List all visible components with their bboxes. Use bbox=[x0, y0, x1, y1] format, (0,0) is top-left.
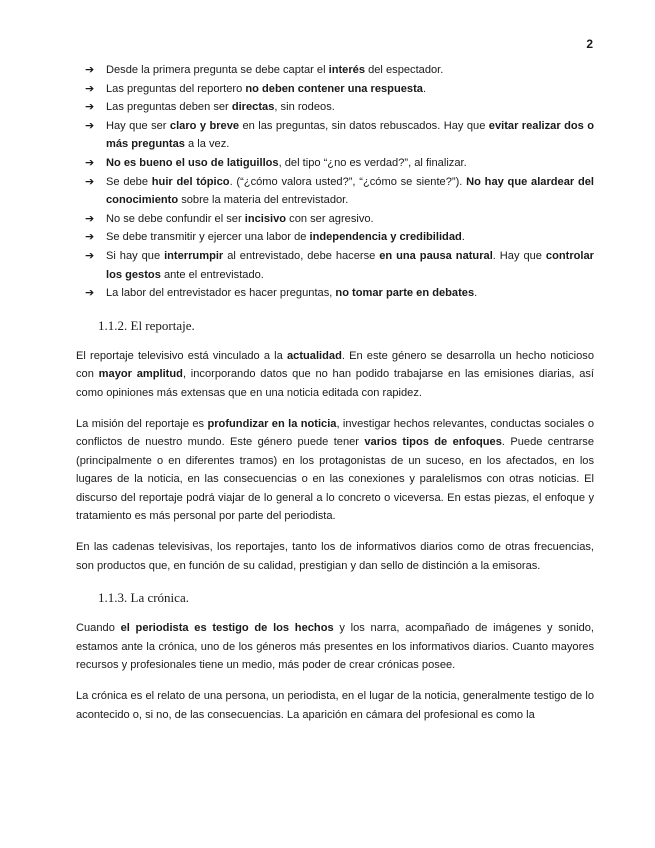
arrow-right-icon: ➔ bbox=[85, 249, 95, 262]
list-item bbox=[76, 80, 594, 99]
bold-text-run: interés bbox=[328, 64, 366, 76]
bold-text-run: incisivo bbox=[244, 212, 287, 225]
bold-text-run: No hay que alardear del conocimiento bbox=[106, 175, 594, 207]
text-run: a la vez. bbox=[184, 138, 230, 151]
text-run: , incorporando datos que no han podido trabajarse en las emisiones diarias, así como opiniones más extensas que en una noticia editada con rapidez. bbox=[76, 368, 595, 399]
bold-text-run: varios tipos de enfoques bbox=[364, 436, 502, 449]
bold-text-run: independencia y credibilidad bbox=[309, 231, 462, 244]
list-item bbox=[76, 173, 594, 210]
section-heading-cronica: 1.1.3. La crónica. bbox=[98, 590, 189, 606]
bold-text-run: en una pausa natural bbox=[379, 249, 493, 262]
paragraph bbox=[76, 687, 594, 724]
cronica-body bbox=[76, 619, 594, 724]
list-item bbox=[76, 117, 594, 154]
arrow-right-icon: ➔ bbox=[85, 231, 95, 244]
arrow-right-icon: ➔ bbox=[85, 156, 95, 169]
list-item bbox=[76, 228, 594, 247]
text-run: al entrevistado, debe hacerse bbox=[223, 249, 380, 262]
text-run: El reportaje televisivo está vinculado a la bbox=[76, 349, 287, 362]
arrow-right-icon: ➔ bbox=[85, 82, 95, 95]
arrow-right-icon: ➔ bbox=[85, 119, 95, 132]
text-run: Desde la primera pregunta se debe captar el bbox=[106, 64, 329, 76]
bold-text-run: el periodista es testigo de los hechos bbox=[120, 622, 334, 635]
text-run: . En este género se desarrolla un hecho noticioso con bbox=[76, 349, 595, 381]
text-run: Cuando bbox=[76, 622, 121, 635]
paragraph bbox=[76, 415, 594, 527]
text-run: Si hay que bbox=[106, 249, 165, 262]
bold-text-run: directas bbox=[231, 101, 275, 114]
bold-text-run: actualidad bbox=[286, 349, 342, 362]
text-run: , del tipo “¿no es verdad?”, al finalizar. bbox=[278, 156, 467, 169]
bold-text-run: No es bueno el uso de latiguillos bbox=[106, 156, 279, 169]
arrow-right-icon: ➔ bbox=[85, 212, 95, 225]
arrow-right-icon: ➔ bbox=[85, 287, 95, 300]
interview-tips-list bbox=[76, 61, 594, 303]
text-run: Las preguntas deben ser bbox=[106, 101, 232, 114]
arrow-right-icon: ➔ bbox=[85, 64, 95, 76]
text-run: con ser agresivo. bbox=[286, 212, 374, 225]
text-run: Se debe transmitir y ejercer una labor de bbox=[106, 231, 310, 244]
bold-text-run: interrumpir bbox=[164, 249, 224, 262]
bold-text-run: no deben contener una respuesta bbox=[245, 82, 423, 95]
text-run: En las cadenas televisivas, los reportajes, tanto los de informativos diarios como de otras frecuencias, son productos que, en función de su calidad, prestigian y dan sello de distinción a la emisoras. bbox=[76, 541, 594, 572]
text-run: Las preguntas del reportero bbox=[106, 82, 246, 95]
page-content bbox=[76, 61, 594, 724]
text-run: . bbox=[422, 82, 427, 95]
list-item bbox=[76, 210, 594, 229]
bold-text-run: huir del tópico bbox=[151, 175, 230, 188]
text-run: y los narra, acompañado de imágenes y sonido, estamos ante la crónica, uno de los géneros más presentes en los informativos diarios. Cuanto mayores recursos y profesionales tiene un medio, más poder de crear crónicas posee. bbox=[76, 622, 594, 672]
text-run: ante el entrevistado. bbox=[160, 268, 264, 281]
paragraph bbox=[76, 538, 594, 575]
text-run: , sin rodeos. bbox=[274, 101, 335, 114]
list-item bbox=[76, 154, 594, 173]
arrow-right-icon: ➔ bbox=[85, 175, 95, 188]
text-run: . Hay que bbox=[492, 249, 546, 262]
text-run: , investigar hechos relevantes, conductas sociales o conflictos de nuestro mundo. Este género puede tener bbox=[76, 417, 594, 449]
bold-text-run: controlar los gestos bbox=[106, 249, 594, 281]
bold-text-run: claro y breve bbox=[169, 119, 240, 132]
list-item bbox=[76, 247, 594, 284]
text-run: No se debe confundir el ser bbox=[106, 212, 245, 225]
text-run: sobre la materia del entrevistador. bbox=[178, 194, 349, 207]
list-item bbox=[76, 98, 594, 117]
text-run: del espectador. bbox=[365, 64, 444, 76]
text-run: La crónica es el relato de una persona, un periodista, en el lugar de la noticia, generalmente testigo de lo acontecido o, si no, de las consecuencias. La aparición en cámara del profesional es como la bbox=[76, 690, 594, 721]
list-item bbox=[76, 61, 594, 80]
section-heading-reportaje: 1.1.2. El reportaje. bbox=[98, 317, 195, 333]
text-run: . bbox=[461, 231, 465, 244]
text-run: . bbox=[474, 287, 478, 300]
text-run: Se debe bbox=[106, 175, 152, 188]
text-run: Hay que ser bbox=[106, 119, 170, 132]
text-run: . (“¿cómo valora usted?”, “¿cómo se siente?”). bbox=[229, 175, 467, 188]
paragraph bbox=[76, 347, 594, 403]
bold-text-run: evitar realizar dos o más preguntas bbox=[106, 119, 594, 151]
page-number: 2 bbox=[586, 37, 593, 51]
text-run: . Puede centrarse (principalmente o en diferentes tramos) en los protagonistas de un suceso, en los afectados, en los lugares de la noticia, en las consecuencias o en las conexiones y paralelismos con otras noticias. El discurso del reportaje podrá viajar de lo general a lo concreto o viceversa. En estas piezas, el enfoque y tratamiento es más personal por parte del periodista. bbox=[76, 436, 595, 523]
text-run: La misión del reportaje es bbox=[76, 417, 208, 430]
bold-text-run: profundizar en la noticia bbox=[207, 417, 337, 430]
bold-text-run: mayor amplitud bbox=[98, 368, 183, 381]
list-item bbox=[76, 284, 594, 303]
bold-text-run: no tomar parte en debates bbox=[335, 287, 475, 300]
reportaje-body bbox=[76, 347, 594, 576]
arrow-right-icon: ➔ bbox=[85, 101, 95, 114]
paragraph bbox=[76, 619, 594, 675]
text-run: La labor del entrevistador es hacer preguntas, bbox=[106, 287, 336, 300]
text-run: en las preguntas, sin datos rebuscados. Hay que bbox=[239, 119, 489, 132]
